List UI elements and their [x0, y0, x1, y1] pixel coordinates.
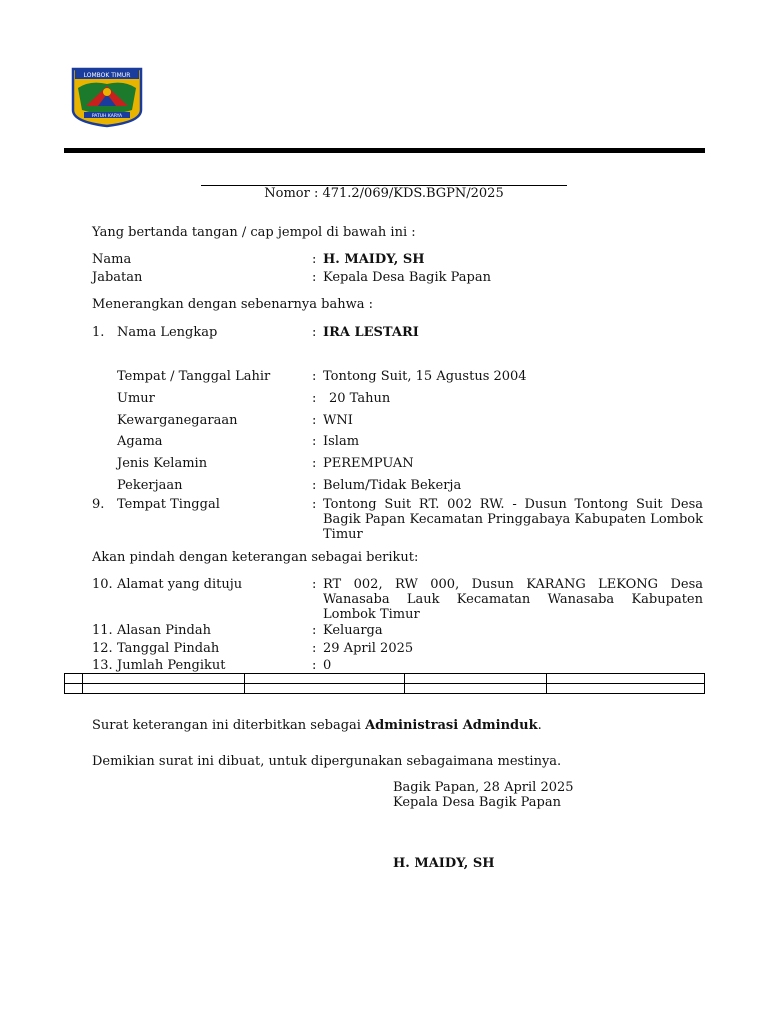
colon: :: [312, 325, 317, 340]
emblem-top-text: LOMBOK TIMUR: [83, 72, 131, 79]
item-index: 11.: [92, 623, 113, 638]
table-cell: [83, 684, 245, 694]
age-value: 20 Tahun: [329, 391, 391, 406]
destination-value: RT 002, RW 000, Dusun KARANG LEKONG Desa Wanasaba Lauk Kecamatan Wanasaba Kabupaten Lombok Timur: [323, 577, 703, 622]
pindah-intro-text: Akan pindah dengan keterangan sebagai berikut:: [92, 550, 419, 565]
menerangkan-text: Menerangkan dengan sebenarnya bahwa :: [92, 297, 373, 312]
closing-paragraph-2: Demikian surat ini dibuat, untuk dipergunakan sebagaimana mestinya.: [92, 754, 562, 769]
table-cell: [245, 674, 405, 684]
table-cell: [65, 674, 83, 684]
move-date-value: 29 April 2025: [323, 641, 414, 656]
table-cell: [65, 684, 83, 694]
citizenship-value: WNI: [323, 413, 353, 428]
closing-suffix: .: [537, 718, 542, 733]
header-rule: [64, 148, 705, 153]
table-cell: [547, 684, 705, 694]
signer-name-label: Nama: [92, 252, 132, 267]
citizenship-label: Kewarganegaraan: [117, 413, 238, 428]
gender-value: PEREMPUAN: [323, 456, 414, 471]
item-index: 13.: [92, 658, 113, 673]
birth-label: Tempat / Tanggal Lahir: [117, 369, 271, 384]
colon: :: [312, 413, 317, 428]
table-cell: [245, 684, 405, 694]
closing-prefix: Surat keterangan ini diterbitkan sebagai: [92, 718, 366, 733]
move-date-label: Tanggal Pindah: [117, 641, 220, 656]
signer-position-label: Jabatan: [92, 270, 143, 285]
item-index: 12.: [92, 641, 113, 656]
signature-place-date: Bagik Papan, 28 April 2025: [393, 780, 574, 795]
religion-value: Islam: [323, 434, 360, 449]
colon: :: [312, 270, 317, 285]
table-cell: [405, 674, 547, 684]
colon: :: [312, 658, 317, 673]
table-cell: [547, 674, 705, 684]
colon: :: [312, 369, 317, 384]
signer-name-value: H. MAIDY, SH: [323, 252, 425, 267]
age-label: Umur: [117, 391, 155, 406]
gender-label: Jenis Kelamin: [117, 456, 208, 471]
colon: :: [312, 391, 317, 406]
colon: :: [312, 252, 317, 267]
table-row: [65, 674, 705, 684]
colon: :: [312, 478, 317, 493]
destination-label: Alamat yang dituju: [117, 577, 243, 592]
occupation-label: Pekerjaan: [117, 478, 183, 493]
followers-table: [64, 673, 705, 694]
closing-paragraph-1: [92, 718, 542, 733]
residence-label: Tempat Tinggal: [117, 497, 220, 512]
reason-label: Alasan Pindah: [117, 623, 211, 638]
followers-value: 0: [323, 658, 332, 673]
reason-value: Keluarga: [323, 623, 383, 638]
occupation-value: Belum/Tidak Bekerja: [323, 478, 462, 493]
birth-value: Tontong Suit, 15 Agustus 2004: [323, 369, 527, 384]
signature-name: H. MAIDY, SH: [393, 856, 495, 871]
emblem-motto: PATUH KARYA: [91, 114, 123, 119]
colon: :: [312, 497, 317, 512]
colon: :: [312, 577, 317, 592]
document-number: Nomor : 471.2/069/KDS.BGPN/2025: [264, 186, 504, 201]
table-row: [65, 684, 705, 694]
item-index: 1.: [92, 325, 105, 340]
colon: :: [312, 456, 317, 471]
religion-label: Agama: [117, 434, 163, 449]
lombok-timur-emblem-logo: [70, 66, 144, 128]
full-name-value: IRA LESTARI: [323, 325, 419, 340]
table-cell: [83, 674, 245, 684]
signer-position-value: Kepala Desa Bagik Papan: [323, 270, 491, 285]
table-cell: [405, 684, 547, 694]
full-name-label: Nama Lengkap: [117, 325, 218, 340]
item-index: 9.: [92, 497, 105, 512]
colon: :: [312, 641, 317, 656]
followers-label: Jumlah Pengikut: [117, 658, 226, 673]
intro-text: Yang bertanda tangan / cap jempol di bawah ini :: [92, 225, 416, 240]
signature-position: Kepala Desa Bagik Papan: [393, 795, 561, 810]
colon: :: [312, 623, 317, 638]
colon: :: [312, 434, 317, 449]
item-index: 10.: [92, 577, 113, 592]
closing-bold: Administrasi Adminduk: [365, 718, 538, 733]
residence-value: Tontong Suit RT. 002 RW. - Dusun Tontong Suit Desa Bagik Papan Kecamatan Pringgabaya Kabupaten Lombok Timur: [323, 497, 703, 542]
